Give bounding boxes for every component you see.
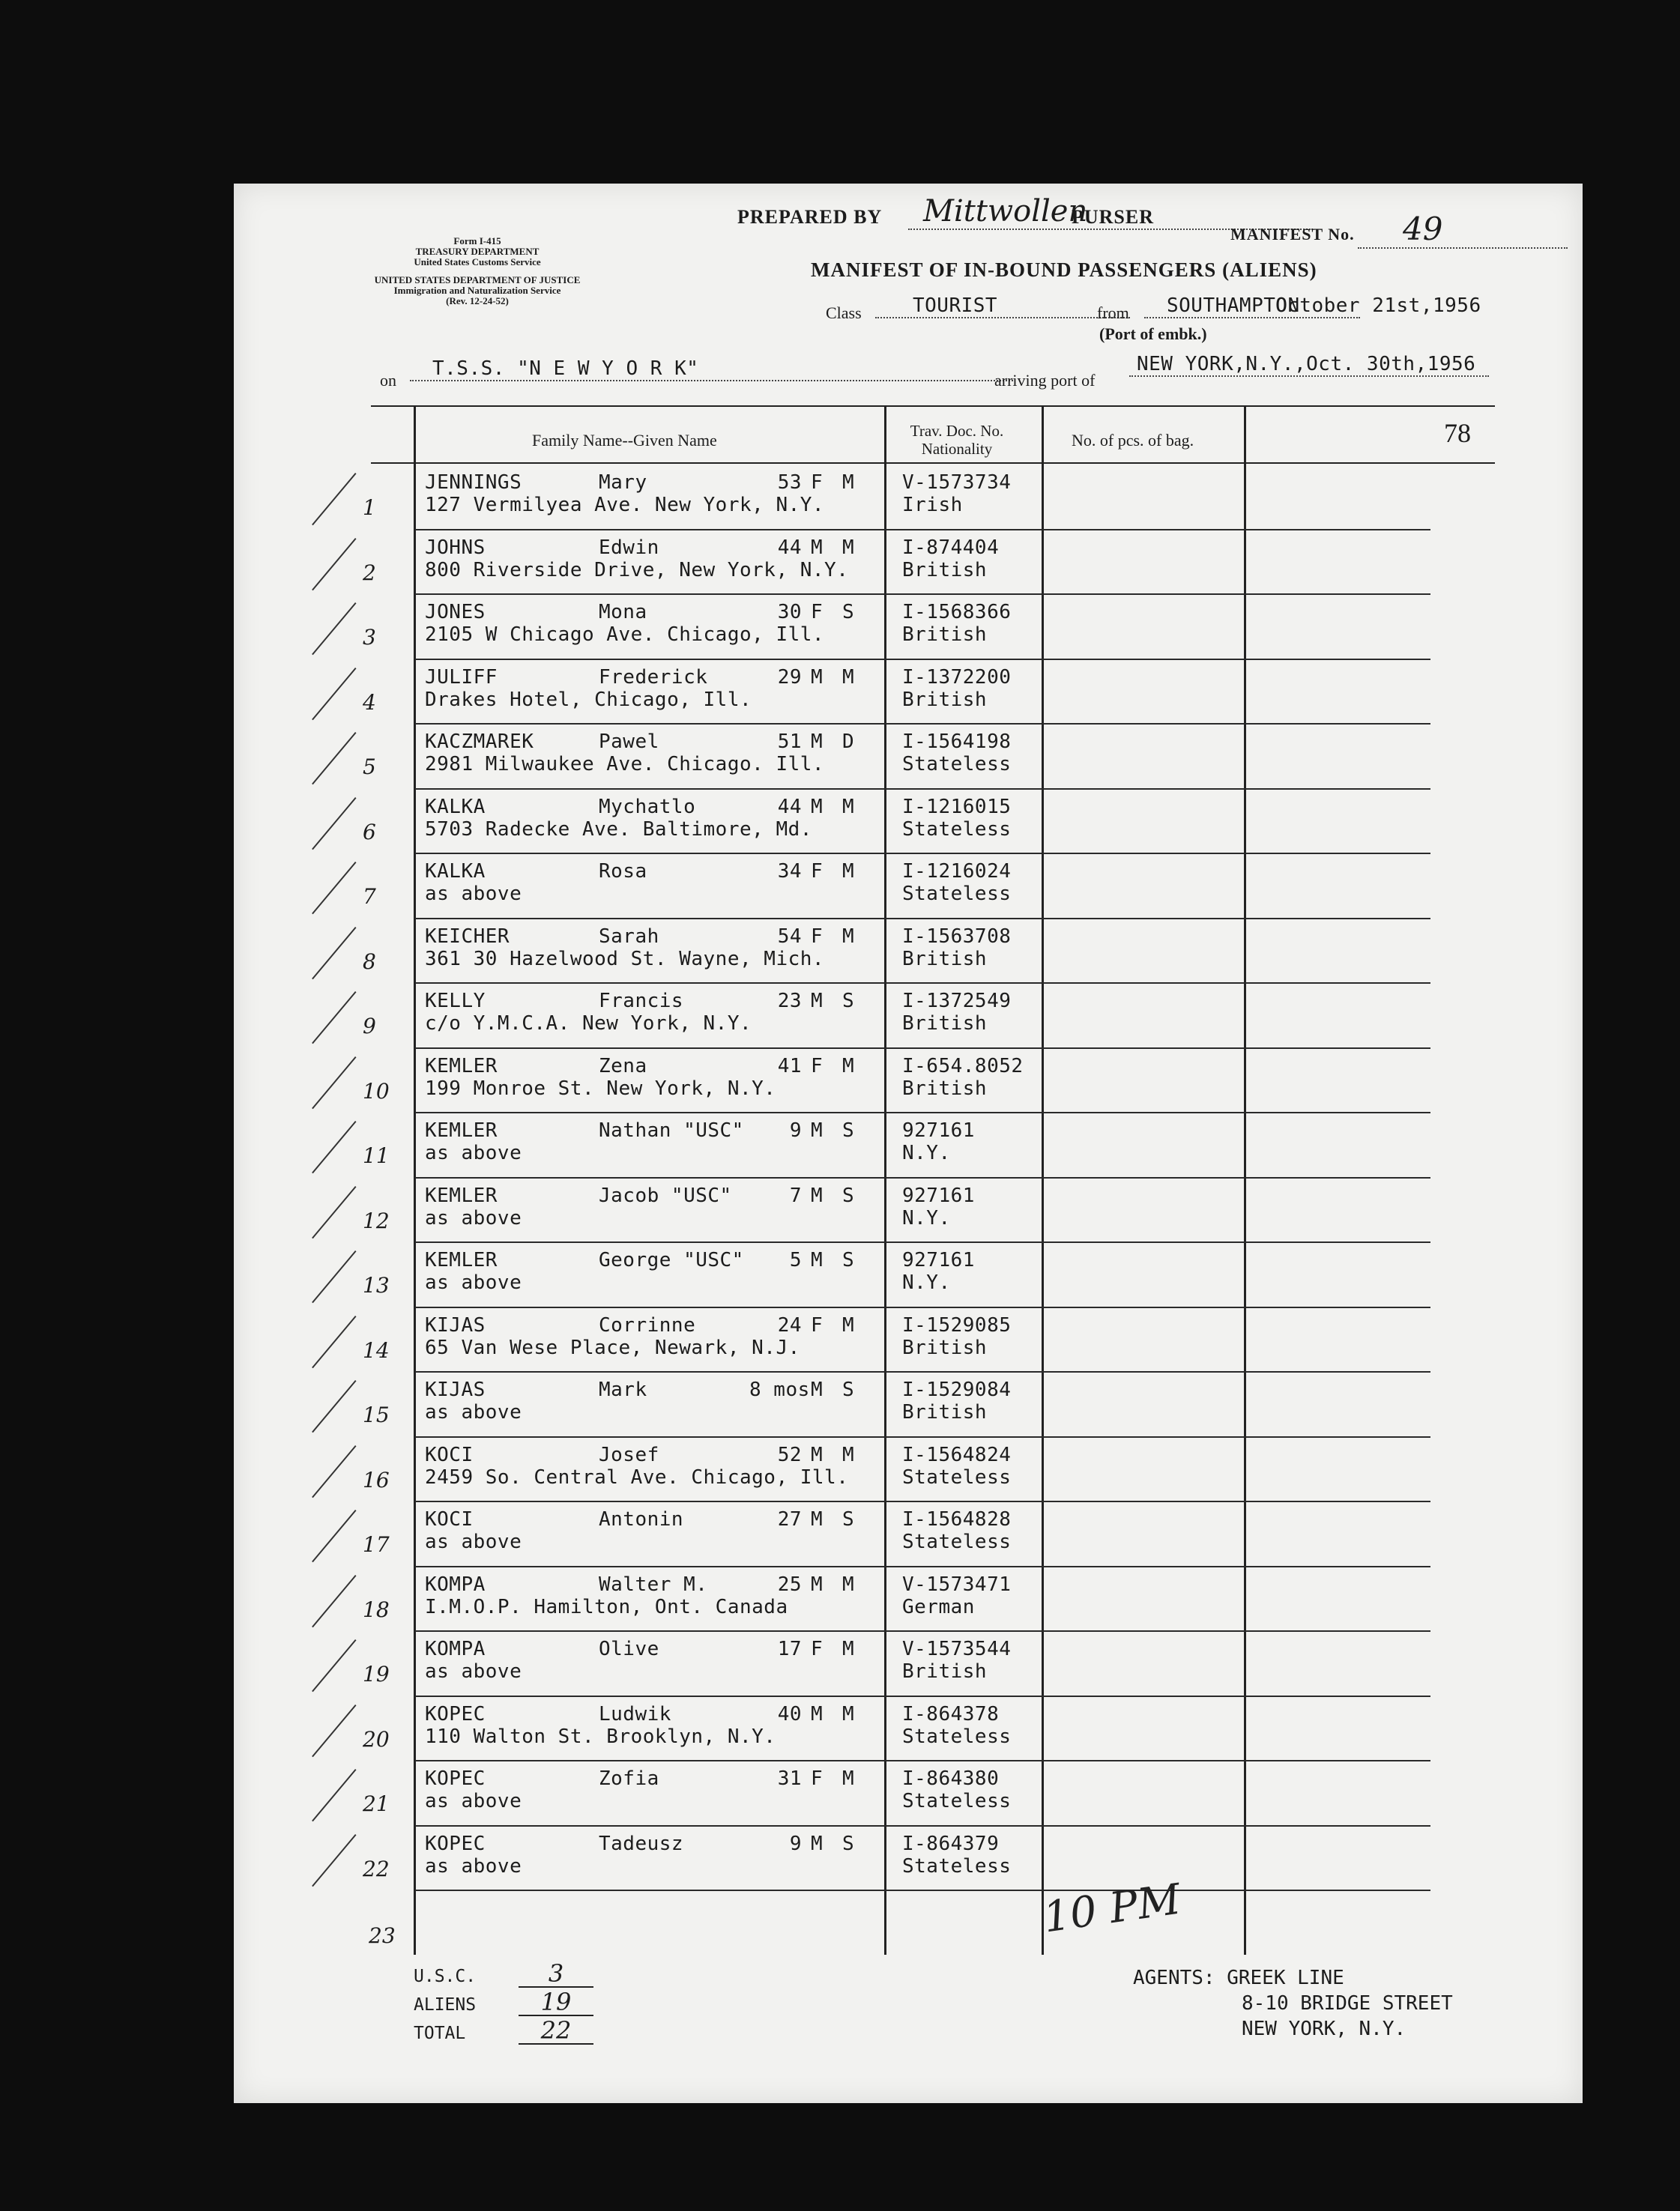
travel-doc-number: I-1564198 <box>902 731 1012 753</box>
passenger-row <box>363 465 1430 530</box>
marital-status: M <box>842 925 855 948</box>
age: 34 <box>777 860 802 883</box>
line-number: 13 <box>363 1273 390 1298</box>
sex: F <box>811 860 824 883</box>
family-name: KALKA <box>425 795 486 818</box>
given-name: Mary <box>599 471 647 494</box>
nationality: Stateless <box>902 1790 1012 1812</box>
tick-mark <box>312 1575 356 1627</box>
aliens-total-row <box>414 1989 593 2018</box>
nationality: Stateless <box>902 1531 1012 1553</box>
tick-mark <box>312 1705 356 1757</box>
sex: M <box>811 1184 824 1207</box>
age: 44 <box>777 536 802 559</box>
passenger-row <box>363 1632 1430 1696</box>
line-number: 6 <box>363 819 376 844</box>
age: 9 <box>789 1119 802 1142</box>
given-name: Pawel <box>599 731 659 753</box>
address: as above <box>425 1401 522 1424</box>
travel-doc-number: I-1529084 <box>902 1379 1012 1401</box>
age: 5 <box>789 1249 802 1271</box>
passenger-row <box>363 1308 1430 1373</box>
sex: F <box>811 925 824 948</box>
marital-status: M <box>842 1313 855 1337</box>
handwritten-annotation: 10 PM <box>1040 1875 1184 1943</box>
given-name: Rosa <box>599 860 647 883</box>
address: I.M.O.P. Hamilton, Ont. Canada <box>425 1595 788 1618</box>
nationality: British <box>902 623 988 646</box>
nationality: British <box>902 1012 988 1035</box>
prepared-by-label: PREPARED BY <box>737 206 883 228</box>
sex: M <box>811 665 824 689</box>
marital-status: S <box>842 1508 855 1531</box>
nationality: British <box>902 1336 988 1359</box>
passenger-row <box>363 1243 1430 1307</box>
marital-status: S <box>842 1249 855 1271</box>
manifest-number: 49 <box>1358 211 1568 249</box>
given-name: Corrinne <box>599 1313 696 1337</box>
tick-mark <box>312 1639 356 1692</box>
nationality: Stateless <box>902 883 1012 905</box>
marital-status: S <box>842 1184 855 1207</box>
usc-label: U.S.C. <box>414 1967 477 1986</box>
family-name: KOPEC <box>425 1767 486 1790</box>
family-name: KEMLER <box>425 1249 498 1271</box>
passenger-row <box>363 1827 1430 1891</box>
family-name: KEMLER <box>425 1119 498 1142</box>
purser-label: PURSER <box>1072 206 1155 228</box>
marital-status: M <box>842 1767 855 1790</box>
tick-mark <box>312 1316 356 1368</box>
address: 2981 Milwaukee Ave. Chicago. Ill. <box>425 753 825 775</box>
address: 2459 So. Central Ave. Chicago, Ill. <box>425 1466 849 1489</box>
family-name: JULIFF <box>425 665 498 689</box>
family-name: JOHNS <box>425 536 486 559</box>
embark-date: October 21st,1956 <box>1275 294 1481 317</box>
age: 41 <box>777 1054 802 1077</box>
travel-doc-number: V-1573471 <box>902 1573 1012 1596</box>
total-label: TOTAL <box>414 2024 466 2043</box>
age: 31 <box>777 1767 802 1790</box>
given-name: Zena <box>599 1054 647 1077</box>
family-name: KIJAS <box>425 1379 486 1401</box>
age: 17 <box>777 1638 802 1660</box>
address: as above <box>425 1206 522 1229</box>
usc-total-row <box>414 1961 593 1989</box>
given-name: Mychatlo <box>599 795 696 818</box>
age: 27 <box>777 1508 802 1531</box>
travel-doc-number: I-1216015 <box>902 795 1012 818</box>
sex: M <box>811 731 824 753</box>
address: 5703 Radecke Ave. Baltimore, Md. <box>425 817 812 841</box>
passenger-row <box>363 1049 1430 1113</box>
sex: M <box>811 536 824 559</box>
marital-status: M <box>842 665 855 689</box>
travel-doc-number: I-1564824 <box>902 1443 1012 1466</box>
class-value: TOURIST <box>875 294 1130 318</box>
travel-doc-number: I-864380 <box>902 1767 1000 1790</box>
travel-doc-number: I-1529085 <box>902 1313 1012 1337</box>
passenger-row <box>363 1179 1430 1243</box>
family-name: KIJAS <box>425 1313 486 1337</box>
tick-mark <box>312 1056 356 1109</box>
nationality: Stateless <box>902 753 1012 775</box>
address: as above <box>425 883 522 905</box>
marital-status: M <box>842 1573 855 1596</box>
given-name: Josef <box>599 1443 659 1466</box>
sex: M <box>811 1573 824 1596</box>
nationality: German <box>902 1595 975 1618</box>
age: 9 <box>789 1832 802 1855</box>
passenger-row <box>363 984 1430 1048</box>
col-header-doc-top: Trav. Doc. No. <box>910 422 1004 440</box>
marital-status: M <box>842 1443 855 1466</box>
ship-name: T.S.S. "N E W Y O R K" <box>410 357 1013 381</box>
address: Drakes Hotel, Chicago, Ill. <box>425 688 752 711</box>
line-number: 18 <box>363 1597 390 1622</box>
address: as above <box>425 1660 522 1683</box>
travel-doc-number: I-1372200 <box>902 665 1012 689</box>
sex: M <box>811 1702 824 1725</box>
line-number: 7 <box>363 884 376 909</box>
passenger-row <box>363 530 1430 595</box>
passenger-row <box>363 1697 1430 1761</box>
nationality: Irish <box>902 494 963 516</box>
line-number: 16 <box>363 1467 390 1492</box>
tick-mark <box>312 1769 356 1821</box>
line-number: 21 <box>363 1791 390 1816</box>
address: as above <box>425 1854 522 1878</box>
form-block <box>354 236 601 306</box>
nationality: British <box>902 1401 988 1424</box>
family-name: KEMLER <box>425 1054 498 1077</box>
age: 53 <box>777 471 802 494</box>
sex: M <box>811 1508 824 1531</box>
aliens-label: ALIENS <box>414 1995 477 2015</box>
nationality: Stateless <box>902 1725 1012 1748</box>
marital-status: S <box>842 1832 855 1855</box>
form-line: Immigration and Naturalization Service <box>393 285 561 296</box>
tick-mark <box>312 732 356 784</box>
marital-status: S <box>842 990 855 1012</box>
family-name: KOCI <box>425 1443 474 1466</box>
manifest-page <box>234 184 1583 2103</box>
line-number: 9 <box>363 1014 376 1038</box>
travel-doc-number: 927161 <box>902 1184 975 1207</box>
address: as above <box>425 1271 522 1294</box>
family-name: KACZMAREK <box>425 731 534 753</box>
sex: M <box>811 1832 824 1855</box>
given-name: Antonin <box>599 1508 684 1531</box>
passenger-row <box>363 1761 1430 1826</box>
col-header-bags: No. of pcs. of bag. <box>1072 431 1194 450</box>
from-label: from <box>1097 303 1129 322</box>
address: 127 Vermilyea Ave. New York, N.Y. <box>425 494 825 516</box>
nationality: N.Y. <box>902 1142 951 1164</box>
line-number: 22 <box>363 1856 390 1881</box>
agents-line: AGENTS: GREEK LINE <box>1133 1967 1344 1989</box>
nationality: British <box>902 1077 988 1100</box>
arriving-label: arriving port of <box>994 371 1096 390</box>
given-name: Mark <box>599 1379 647 1401</box>
address: c/o Y.M.C.A. New York, N.Y. <box>425 1012 752 1035</box>
given-name: Zofia <box>599 1767 659 1790</box>
line-number: 15 <box>363 1403 390 1427</box>
marital-status: S <box>842 1119 855 1142</box>
given-name: Frederick <box>599 665 708 689</box>
travel-doc-number: I-864378 <box>902 1702 1000 1725</box>
line-number: 2 <box>363 560 376 585</box>
passenger-row <box>363 1373 1430 1437</box>
passenger-row <box>363 595 1430 659</box>
marital-status: S <box>842 601 855 623</box>
address: 2105 W Chicago Ave. Chicago, Ill. <box>425 623 825 646</box>
line-number: 17 <box>363 1532 390 1557</box>
marital-status: M <box>842 1702 855 1725</box>
tick-mark <box>312 991 356 1044</box>
marital-status: M <box>842 471 855 494</box>
family-name: JENNINGS <box>425 471 522 494</box>
travel-doc-number: V-1573734 <box>902 471 1012 494</box>
travel-doc-number: V-1573544 <box>902 1638 1012 1660</box>
manifest-no-label: MANIFEST No. <box>1230 225 1355 244</box>
address: 800 Riverside Drive, New York, N.Y. <box>425 558 849 581</box>
family-name: KOPEC <box>425 1832 486 1855</box>
age: 24 <box>777 1313 802 1337</box>
tick-mark <box>312 473 356 525</box>
on-label: on <box>380 371 396 390</box>
given-name: Tadeusz <box>599 1832 684 1855</box>
sex: F <box>811 1767 824 1790</box>
age: 23 <box>777 990 802 1012</box>
tick-mark <box>312 538 356 590</box>
line-number: 3 <box>363 625 376 650</box>
passenger-row <box>363 660 1430 725</box>
travel-doc-number: 927161 <box>902 1119 975 1142</box>
form-line: United States Customs Service <box>414 256 541 267</box>
age: 52 <box>777 1443 802 1466</box>
travel-doc-number: 927161 <box>902 1249 975 1271</box>
given-name: Olive <box>599 1638 659 1660</box>
nationality: N.Y. <box>902 1206 951 1229</box>
tick-mark <box>312 1510 356 1562</box>
family-name: JONES <box>425 601 486 623</box>
passenger-row <box>363 1502 1430 1567</box>
passenger-row <box>363 854 1430 919</box>
travel-doc-number: I-874404 <box>902 536 1000 559</box>
tick-mark <box>312 668 356 720</box>
address: as above <box>425 1531 522 1553</box>
passenger-row <box>363 1113 1430 1178</box>
line-number: 8 <box>363 949 376 974</box>
manifest-title: MANIFEST OF IN-BOUND PASSENGERS (ALIENS) <box>811 258 1317 281</box>
form-line: (Rev. 12-24-52) <box>446 295 509 306</box>
tick-mark <box>312 1834 356 1887</box>
address: 110 Walton St. Brooklyn, N.Y. <box>425 1725 776 1748</box>
tick-mark <box>312 1445 356 1498</box>
age: 8 mos <box>749 1379 810 1401</box>
travel-doc-number: I-1563708 <box>902 925 1012 948</box>
agents-line: NEW YORK, N.Y. <box>1242 2018 1406 2040</box>
address: as above <box>425 1142 522 1164</box>
line-number: 5 <box>363 754 376 779</box>
nationality: N.Y. <box>902 1271 951 1294</box>
tick-mark <box>312 797 356 850</box>
family-name: KEICHER <box>425 925 510 948</box>
given-name: Sarah <box>599 925 659 948</box>
given-name: Jacob "USC" <box>599 1184 732 1207</box>
arrival-port-date: NEW YORK,N.Y.,Oct. 30th,1956 <box>1129 353 1489 377</box>
family-name: KOMPA <box>425 1573 486 1596</box>
line-number: 14 <box>363 1337 390 1363</box>
family-name: KALKA <box>425 860 486 883</box>
form-line: TREASURY DEPARTMENT <box>415 246 540 257</box>
aliens-count: 19 <box>519 1989 593 2016</box>
family-name: KELLY <box>425 990 486 1012</box>
nationality: British <box>902 947 988 970</box>
marital-status: M <box>842 1054 855 1077</box>
travel-doc-number: I-1564828 <box>902 1508 1012 1531</box>
sex: F <box>811 1638 824 1660</box>
passenger-row <box>363 790 1430 854</box>
prepared-by-signature: Mittwollen <box>908 194 1313 230</box>
nationality: Stateless <box>902 817 1012 841</box>
travel-doc-number: I-1568366 <box>902 601 1012 623</box>
line-number: 20 <box>363 1726 390 1752</box>
tick-mark <box>312 1250 356 1303</box>
class-label: Class <box>826 303 862 322</box>
marital-status: S <box>842 1379 855 1401</box>
nationality: British <box>902 558 988 581</box>
marital-status: M <box>842 795 855 818</box>
line-number: 4 <box>363 689 376 715</box>
age: 7 <box>789 1184 802 1207</box>
totals-block <box>414 1961 593 2046</box>
family-name: KOPEC <box>425 1702 486 1725</box>
agents-line: 8-10 BRIDGE STREET <box>1242 1992 1453 2015</box>
agents-block <box>1133 1965 1453 2042</box>
line-number: 12 <box>363 1208 390 1233</box>
passenger-row <box>363 1438 1430 1502</box>
line-number: 19 <box>363 1662 390 1687</box>
family-name: KEMLER <box>425 1184 498 1207</box>
age: 30 <box>777 601 802 623</box>
sex: F <box>811 1054 824 1077</box>
line-number: 11 <box>363 1143 390 1168</box>
given-name: Walter M. <box>599 1573 708 1596</box>
total-count: 22 <box>519 2018 593 2045</box>
form-line: UNITED STATES DEPARTMENT OF JUSTICE <box>374 274 581 285</box>
nationality: British <box>902 1660 988 1683</box>
family-name: KOMPA <box>425 1638 486 1660</box>
family-name: KOCI <box>425 1508 474 1531</box>
given-name: Francis <box>599 990 684 1012</box>
usc-count: 3 <box>519 1961 593 1988</box>
marital-status: D <box>842 731 855 753</box>
passenger-table <box>363 465 1430 1889</box>
marital-status: M <box>842 1638 855 1660</box>
given-name: George "USC" <box>599 1249 744 1271</box>
line-number: 1 <box>363 495 376 520</box>
age: 25 <box>777 1573 802 1596</box>
sex: M <box>811 1443 824 1466</box>
passenger-row <box>363 1567 1430 1632</box>
page-number: 78 <box>1444 418 1471 448</box>
travel-doc-number: I-654.8052 <box>902 1054 1024 1077</box>
col-header-name: Family Name--Given Name <box>532 431 717 450</box>
sex: M <box>811 1119 824 1142</box>
age: 44 <box>777 795 802 818</box>
passenger-row <box>363 919 1430 984</box>
travel-doc-number: I-1216024 <box>902 860 1012 883</box>
col-header-doc <box>878 422 1036 458</box>
passenger-row <box>363 725 1430 789</box>
sex: M <box>811 795 824 818</box>
address: as above <box>425 1790 522 1812</box>
sex: M <box>811 990 824 1012</box>
age: 29 <box>777 665 802 689</box>
age: 40 <box>777 1702 802 1725</box>
address: 361 30 Hazelwood St. Wayne, Mich. <box>425 947 825 970</box>
tick-mark <box>312 1121 356 1173</box>
col-header-doc-bottom: Nationality <box>921 440 993 458</box>
nationality: Stateless <box>902 1466 1012 1489</box>
given-name: Ludwik <box>599 1702 671 1725</box>
given-name: Edwin <box>599 536 659 559</box>
age: 51 <box>777 731 802 753</box>
sex: F <box>811 1313 824 1337</box>
travel-doc-number: I-1372549 <box>902 990 1012 1012</box>
address: 65 Van Wese Place, Newark, N.J. <box>425 1336 800 1359</box>
form-line: Form I-415 <box>453 235 501 246</box>
tick-mark <box>312 602 356 655</box>
marital-status: M <box>842 536 855 559</box>
port-note: (Port of embk.) <box>1099 324 1207 343</box>
tick-mark <box>312 1380 356 1433</box>
sex: F <box>811 601 824 623</box>
sex: M <box>811 1379 824 1401</box>
tick-mark <box>312 862 356 914</box>
port-of-embarkation: SOUTHAMPTON <box>1144 294 1360 318</box>
given-name: Mona <box>599 601 647 623</box>
sex: F <box>811 471 824 494</box>
line-number-last: 23 <box>369 1923 396 1948</box>
marital-status: M <box>842 860 855 883</box>
grand-total-row <box>414 2018 593 2046</box>
address: 199 Monroe St. New York, N.Y. <box>425 1077 776 1100</box>
sex: M <box>811 1249 824 1271</box>
given-name: Nathan "USC" <box>599 1119 744 1142</box>
header-rule <box>371 462 1495 464</box>
nationality: Stateless <box>902 1854 1012 1878</box>
tick-mark <box>312 1186 356 1238</box>
tick-mark <box>312 927 356 979</box>
age: 54 <box>777 925 802 948</box>
line-number: 10 <box>363 1078 390 1104</box>
nationality: British <box>902 688 988 711</box>
travel-doc-number: I-864379 <box>902 1832 1000 1855</box>
table-top-rule <box>371 405 1495 407</box>
